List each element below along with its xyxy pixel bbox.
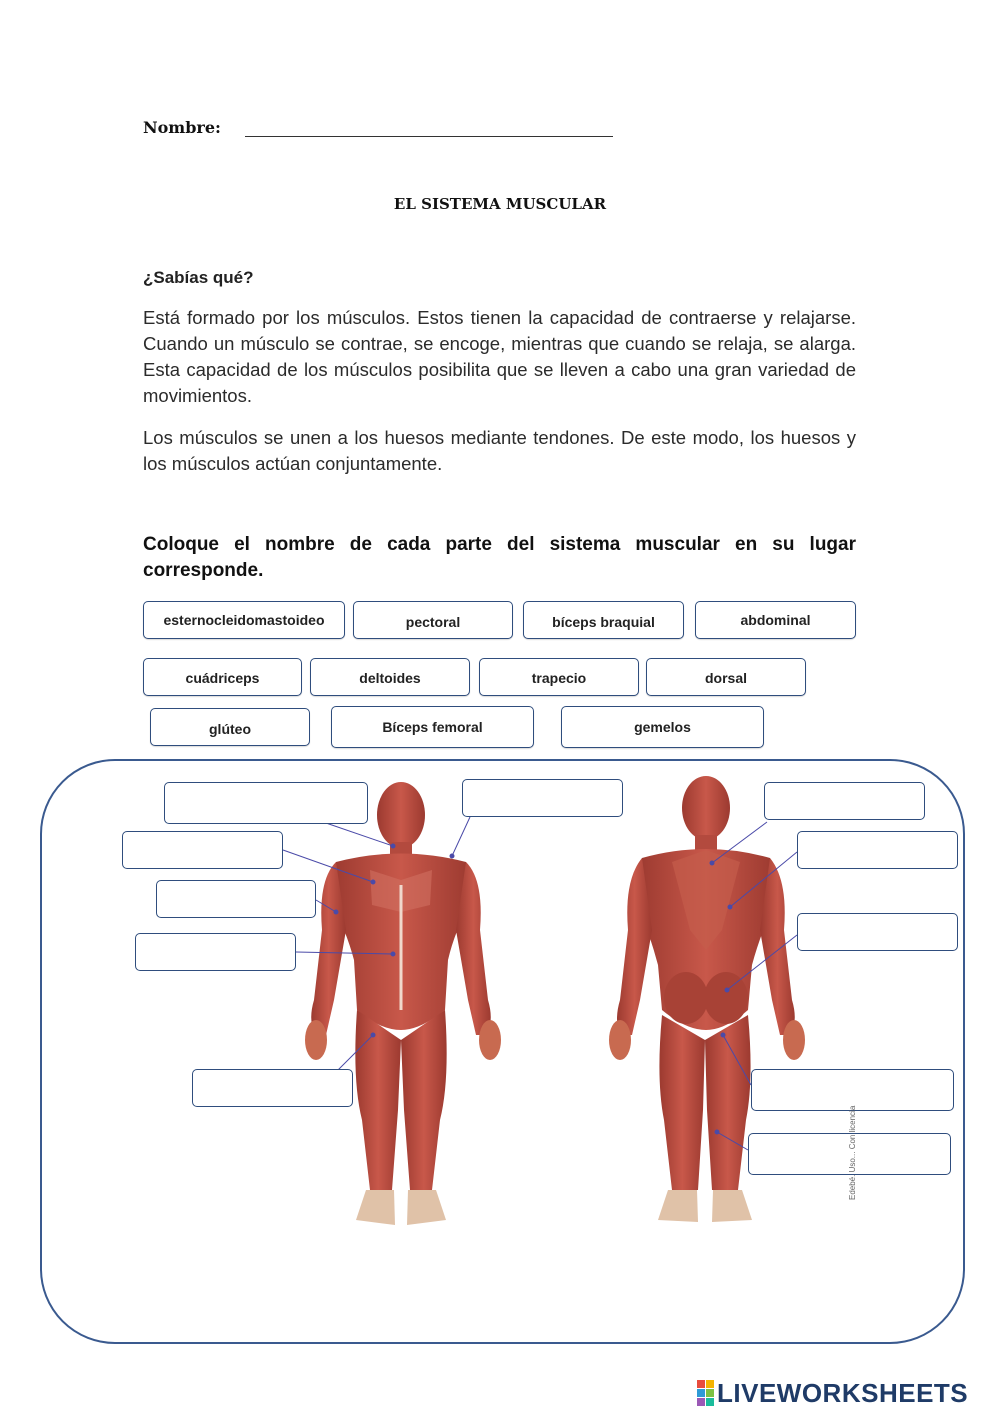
image-credit: Edebé. Uso... Con licencia <box>848 1105 857 1200</box>
word-biceps-femoral[interactable]: Bíceps femoral <box>331 706 534 748</box>
drop-box-front-1[interactable] <box>164 782 368 824</box>
word-trapecio[interactable]: trapecio <box>479 658 639 696</box>
drop-box-front-2[interactable] <box>462 779 623 817</box>
page-title: EL SISTEMA MUSCULAR <box>393 195 607 213</box>
front-body-figure <box>305 782 501 1225</box>
drop-box-back-3[interactable] <box>797 913 958 951</box>
logo-text: LIVEWORKSHEETS <box>717 1377 969 1408</box>
liveworksheets-logo <box>697 1378 968 1408</box>
intro-paragraph-1: Está formado por los músculos. Estos tienen la capacidad de contraerse y relajarse. Cuando un músculo se contrae, se encoge, mientras que cuando se relaja, se alarga. Esta capacidad de los músculos posibilita que se lleven a cabo una gran variedad de movimientos. <box>143 307 856 406</box>
word-esternocleidomastoideo[interactable]: esternocleidomastoideo <box>143 601 345 639</box>
word-deltoides[interactable]: deltoides <box>310 658 470 696</box>
logo-grid-icon <box>697 1380 714 1406</box>
word-biceps-braquial[interactable]: bíceps braquial <box>523 601 684 639</box>
word-gluteo[interactable]: glúteo <box>150 708 310 746</box>
word-abdominal[interactable]: abdominal <box>695 601 856 639</box>
drop-box-back-2[interactable] <box>797 831 958 869</box>
instruction-text: Coloque el nombre de cada parte del sistema muscular en su lugar corresponde. <box>143 534 856 581</box>
intro-heading: ¿Sabías qué? <box>143 268 254 287</box>
word-dorsal[interactable]: dorsal <box>646 658 806 696</box>
word-cuadriceps[interactable]: cuádriceps <box>143 658 302 696</box>
drop-box-front-3[interactable] <box>122 831 283 869</box>
name-label: Nombre: <box>143 118 221 137</box>
word-gemelos[interactable]: gemelos <box>561 706 764 748</box>
drop-box-front-5[interactable] <box>135 933 296 971</box>
drop-box-front-4[interactable] <box>156 880 316 918</box>
intro-paragraph-2: Los músculos se unen a los huesos mediante tendones. De este modo, los huesos y los músculos actúan conjuntamente. <box>143 427 856 474</box>
drop-box-front-6[interactable] <box>192 1069 353 1107</box>
drop-box-back-1[interactable] <box>764 782 925 820</box>
word-pectoral[interactable]: pectoral <box>353 601 513 639</box>
